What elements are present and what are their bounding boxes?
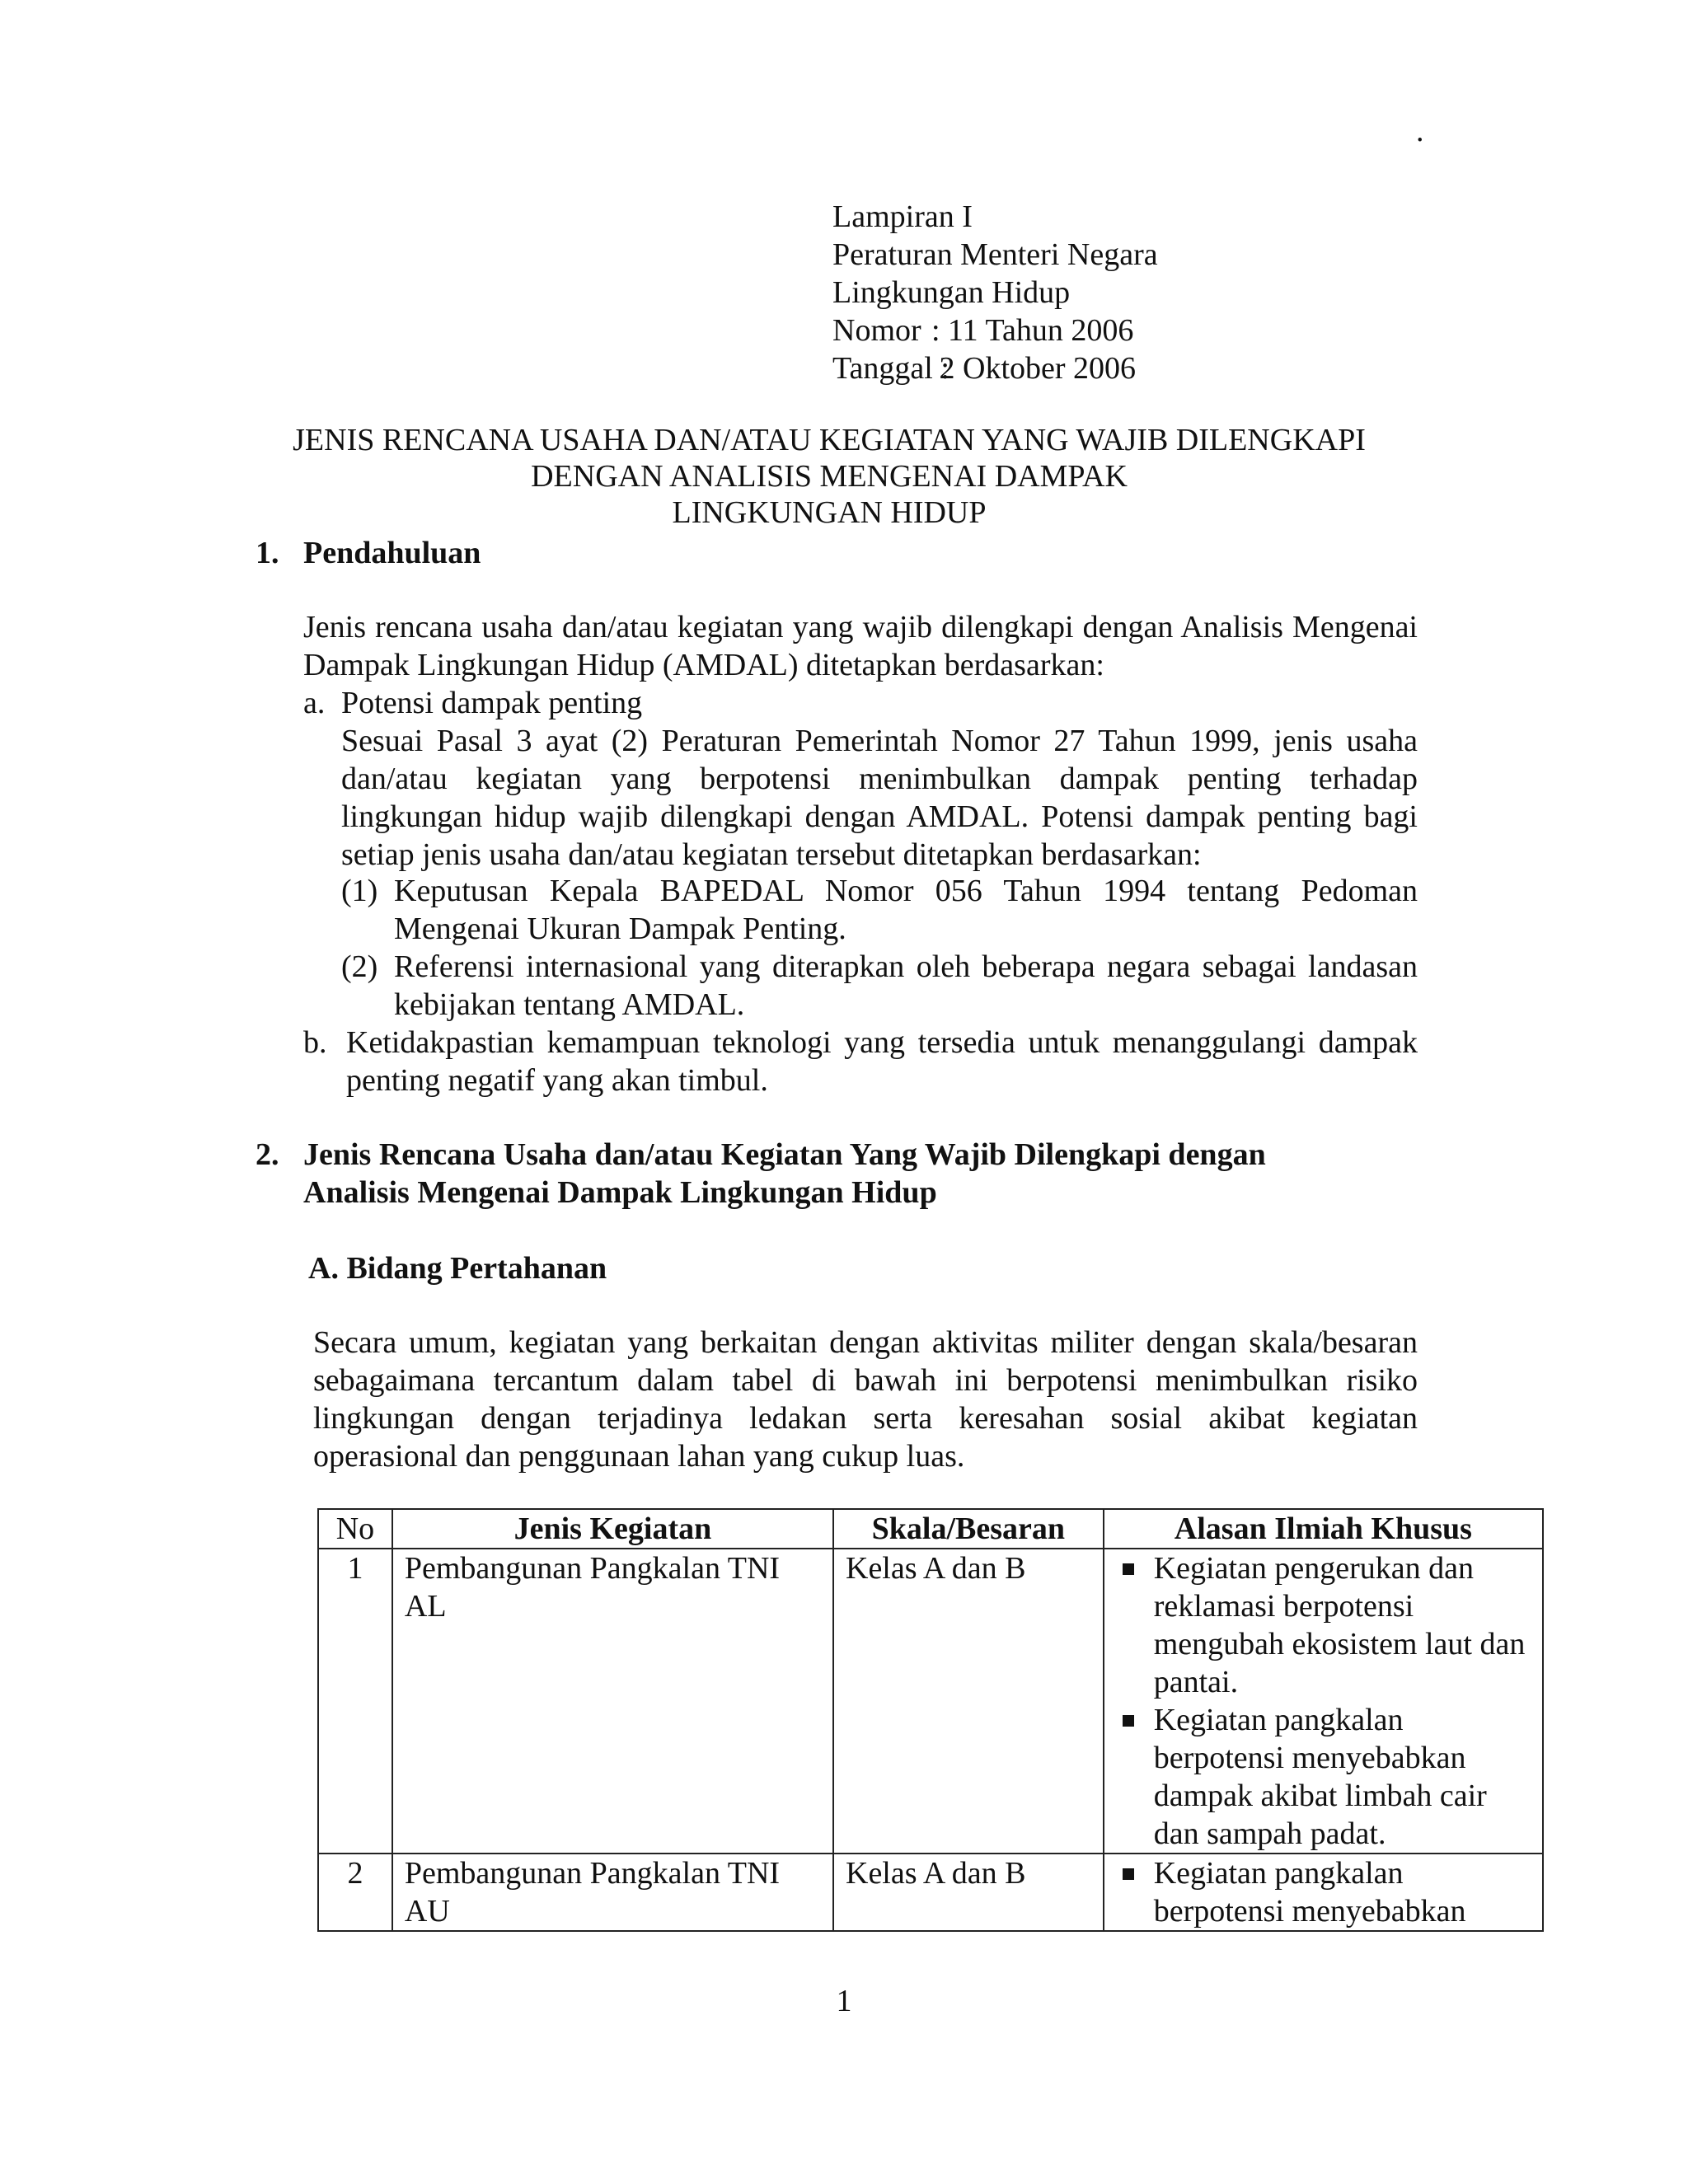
row-alasan (1104, 1854, 1543, 1931)
reason-item (1116, 1701, 1531, 1853)
section-1-intro: Jenis rencana usaha dan/atau kegiatan yang wajib dilengkapi dengan Analisis Mengenai Dampak Lingkungan Hidup (AMDAL) ditetapkan berdasarkan: (303, 610, 1418, 682)
header-line-1: Lampiran I (832, 199, 973, 234)
section-2-heading-line-2: Analisis Mengenai Dampak Lingkungan Hidup (303, 1175, 937, 1210)
item-b-text: Ketidakpastian kemampuan teknologi yang tersedia untuk menanggulangi dampak penting negatif yang akan timbul. (346, 1025, 1418, 1098)
reason-list (1116, 1549, 1531, 1853)
sub-2-text: Referensi internasional yang diterapkan oleh beberapa negara sebagai landasan kebijakan tentang AMDAL. (394, 949, 1418, 1022)
header-nomor (832, 312, 1158, 349)
table-row (318, 1854, 1543, 1931)
sub-1-text: Keputusan Kepala BAPEDAL Nomor 056 Tahun 1994 tentang Pedoman Mengenai Ukuran Dampak Penting. (394, 874, 1418, 946)
sub-1-marker: (1) (341, 874, 378, 908)
tanggal-value: 2 Oktober 2006 (939, 351, 1137, 386)
table-row (318, 1549, 1543, 1854)
row-jenis: Pembangunan Pangkalan TNI AL (392, 1549, 833, 1854)
column-header-no: No (318, 1509, 392, 1549)
row-skala: Kelas A dan B (833, 1854, 1104, 1931)
row-skala: Kelas A dan B (833, 1549, 1104, 1854)
square-bullet-icon (1123, 1715, 1134, 1727)
sub-2-marker: (2) (341, 949, 378, 984)
reason-text: Kegiatan pangkalan berpotensi menyebabkan dampak akibat limbah cair dan sampah padat. (1153, 1703, 1487, 1851)
appendix-header (832, 198, 1158, 387)
document-title-line-2: DENGAN ANALISIS MENGENAI DAMPAK (531, 459, 1128, 494)
document-title-line-1: JENIS RENCANA USAHA DAN/ATAU KEGIATAN YANG WAJIB DILENGKAPI (293, 423, 1366, 457)
column-header-alasan: Alasan Ilmiah Khusus (1104, 1509, 1543, 1549)
item-b-marker: b. (303, 1025, 327, 1060)
reason-text: Kegiatan pengerukan dan reklamasi berpotensi mengubah ekosistem laut dan pantai. (1153, 1551, 1526, 1699)
reason-item (1116, 1549, 1531, 1701)
section-1-heading: Pendahuluan (303, 536, 481, 570)
column-header-jenis: Jenis Kegiatan (392, 1509, 833, 1549)
reason-text: Kegiatan pangkalan berpotensi menyebabkan (1153, 1856, 1466, 1929)
item-a-text: Sesuai Pasal 3 ayat (2) Peraturan Pemerintah Nomor 27 Tahun 1999, jenis usaha dan/atau kegiatan yang berpotensi menimbulkan dampak penting terhadap lingkungan hidup wajib dilengkapi dengan AMDAL. Potensi dampak penting bagi setiap jenis usaha dan/atau kegiatan tersebut ditetapkan berdasarkan: (341, 724, 1418, 872)
row-no: 1 (318, 1549, 392, 1854)
column-header-skala: Skala/Besaran (833, 1509, 1104, 1549)
square-bullet-icon (1123, 1563, 1134, 1575)
subsection-a-heading: A. Bidang Pertahanan (308, 1251, 607, 1286)
nomor-value: : 11 Tahun 2006 (931, 313, 1134, 348)
nomor-label: Nomor (832, 313, 921, 348)
row-no: 2 (318, 1854, 392, 1931)
header-line-3: Lingkungan Hidup (832, 275, 1071, 310)
header-line-2: Peraturan Menteri Negara (832, 237, 1158, 272)
section-2-number: 2. (256, 1137, 279, 1172)
tanggal-label: Tanggal : (832, 351, 950, 386)
document-title-line-3: LINGKUNGAN HIDUP (672, 495, 987, 530)
section-1-number: 1. (256, 536, 279, 570)
square-bullet-icon (1123, 1868, 1134, 1880)
row-jenis: Pembangunan Pangkalan TNI AU (392, 1854, 833, 1931)
activity-table (317, 1508, 1544, 1932)
page-number: 1 (836, 1984, 852, 2018)
item-a-marker: a. (303, 686, 326, 720)
table-header-row (318, 1509, 1543, 1549)
corner-mark: . (1416, 114, 1424, 148)
reason-item (1116, 1854, 1531, 1930)
subsection-a-paragraph: Secara umum, kegiatan yang berkaitan dengan aktivitas militer dengan skala/besaran sebagaimana tercantum dalam tabel di bawah ini berpotensi menimbulkan risiko lingkungan dengan terjadinya ledakan serta keresahan sosial akibat kegiatan operasional dan penggunaan lahan yang cukup luas. (313, 1325, 1418, 1474)
reason-list (1116, 1854, 1531, 1930)
header-tanggal (832, 349, 1158, 387)
section-2-heading-line-1: Jenis Rencana Usaha dan/atau Kegiatan Yang Wajib Dilengkapi dengan (303, 1137, 1266, 1172)
row-alasan (1104, 1549, 1543, 1854)
item-a-title: Potensi dampak penting (341, 686, 643, 720)
